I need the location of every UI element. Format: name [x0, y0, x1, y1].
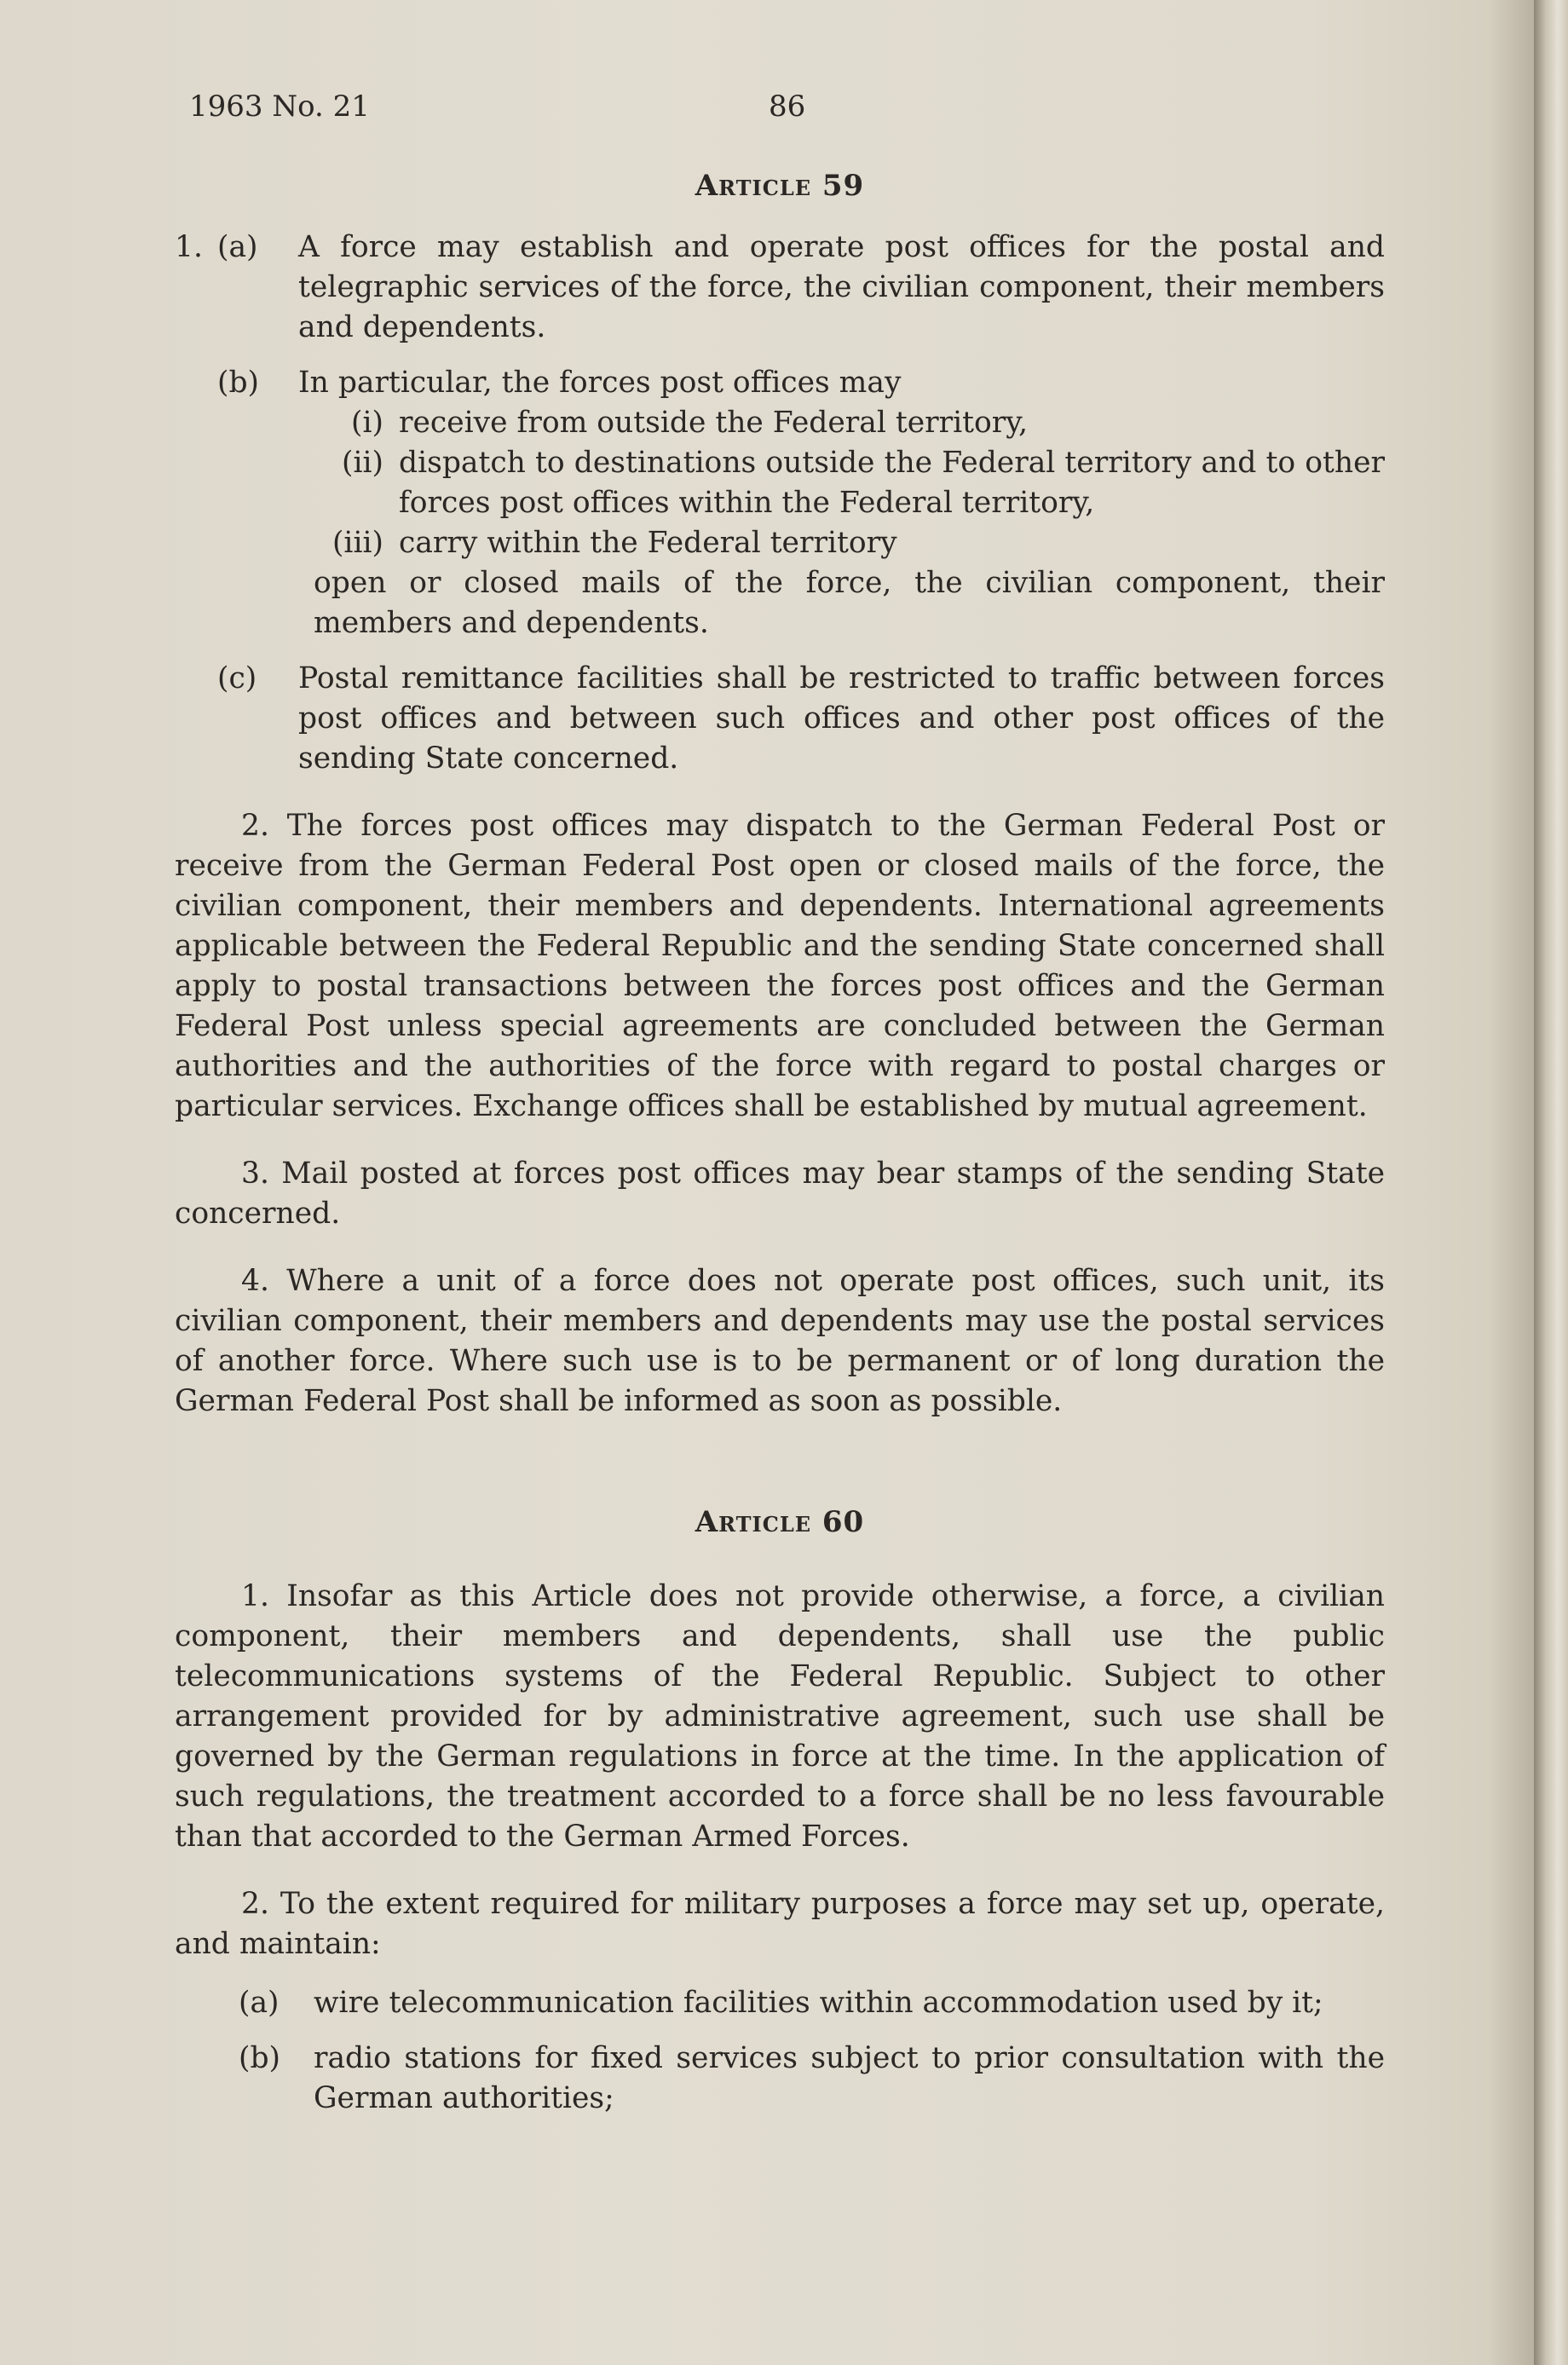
- book-gutter: [1534, 0, 1568, 2365]
- subitem-text: receive from outside the Federal territory,: [399, 406, 1029, 440]
- article-59-para-2: 2. The forces post offices may dispatch to the German Federal Post or receive from the German Federal Post open or closed mails of the force, the civilian component, their members and dependents. International agreements applicable between the Federal Republic and the sending State concerned shall apply to postal transactions between the forces post offices and the German Federal Post unless special agreements are concluded between the German authorities and the authorities of the force with regard to postal charges or particular services. Exchange offices shall be established by mutual agreement.: [175, 809, 1385, 1123]
- subitem-label: (ii): [342, 446, 383, 480]
- article-60-para-2b: [175, 2039, 1385, 2119]
- article-59-title: Article 59: [695, 169, 865, 203]
- subitem-text: carry within the Federal territory: [399, 526, 897, 560]
- item-label: (a): [217, 230, 258, 264]
- subitem-label: (iii): [331, 526, 383, 560]
- subitem-text: dispatch to destinations outside the Federal territory and to other forces post offices within the Federal territory,: [399, 446, 1385, 520]
- item-text: wire telecommunication facilities within accommodation used by it;: [314, 1986, 1323, 2020]
- article-59-para-1c: [175, 659, 1385, 779]
- page-number: 86: [769, 89, 806, 124]
- year-number-label: 1963 No. 21: [189, 89, 370, 124]
- item-label: (a): [239, 1986, 280, 2020]
- article-59-para-1b-ii: [175, 443, 1385, 523]
- article-60-title: Article 60: [695, 1505, 865, 1539]
- article-60-para-1: 1. Insofar as this Article does not provide otherwise, a force, a civilian component, their members and dependents, shall use the public telecommunications systems of the Federal Republic. Subject to other arrangement provided for by administrative agreement, such use shall be governed by the German regulations in force at the time. In the application of such regulations, the treatment accorded to a force shall be no less favourable than that accorded to the German Armed Forces.: [175, 1579, 1385, 1854]
- article-59-para-1a: [175, 228, 1385, 348]
- article-60-para-2a: [175, 1983, 1385, 2023]
- item-label: (b): [239, 2041, 281, 2075]
- para-number: 1.: [175, 230, 203, 264]
- item-text: radio stations for fixed services subject to prior consultation with the German authorities;: [314, 2041, 1385, 2115]
- article-59-para-1b: [175, 363, 1385, 403]
- item-label: (c): [217, 661, 257, 695]
- article-59-para-1b-tail: open or closed mails of the force, the civilian component, their members and dependents.: [314, 566, 1385, 640]
- item-label: (b): [217, 366, 260, 400]
- para-text: In particular, the forces post offices may: [298, 366, 902, 400]
- page-body: [175, 85, 1385, 2119]
- subitem-label: (i): [351, 406, 383, 440]
- article-60-para-2: 2. To the extent required for military purposes a force may set up, operate, and maintain:: [175, 1887, 1385, 1961]
- article-59-para-3: 3. Mail posted at forces post offices may bear stamps of the sending State concerned.: [175, 1157, 1385, 1231]
- article-59-para-4: 4. Where a unit of a force does not operate post offices, such unit, its civilian component, their members and dependents may use the postal services of another force. Where such use is to be permanent or of long duration the German Federal Post shall be informed as soon as possible.: [175, 1264, 1385, 1418]
- article-59-para-1b-i: [175, 403, 1385, 443]
- article-59-para-1b-iii: [175, 523, 1385, 563]
- para-text: A force may establish and operate post offices for the postal and telegraphic services of the force, the civilian component, their members and dependents.: [298, 230, 1385, 344]
- para-text: Postal remittance facilities shall be restricted to traffic between forces post offices and between such offices and other post offices of the sending State concerned.: [298, 661, 1385, 776]
